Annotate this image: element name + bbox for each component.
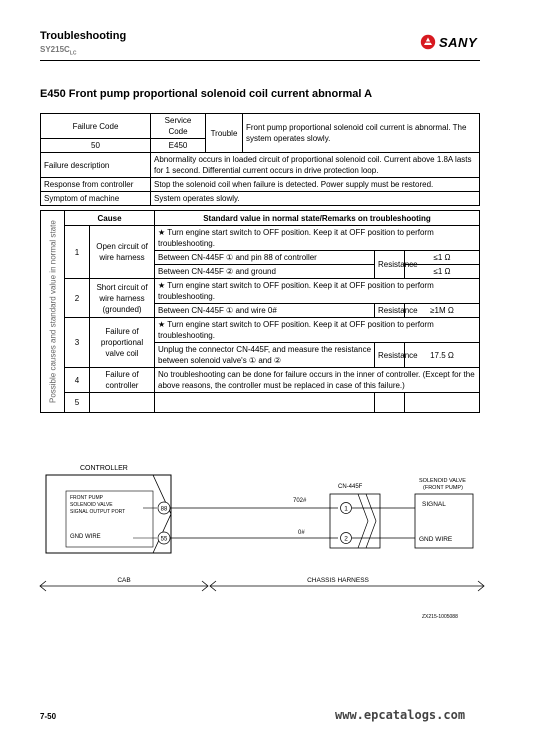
cause-text: Failure of controller <box>90 368 155 393</box>
symptom-label: Symptom of machine <box>41 192 151 206</box>
connector-label: CN-445F <box>338 484 363 490</box>
front-pump-label-3: SIGNAL OUTPUT PORT <box>70 509 126 515</box>
pin-1-label: 1 <box>344 505 348 513</box>
measure-text: Unplug the connector CN-445F, and measure the resistance between solenoid valve's ① and ② <box>155 343 375 368</box>
instruction-text: ★ Turn engine start switch to OFF position. Keep it at OFF position to perform troubleshooting. <box>155 279 480 304</box>
header-title: Troubleshooting <box>40 30 127 42</box>
response-label: Response from controller <box>41 178 151 192</box>
failure-description-text: Abnormality occurs in loaded circuit of proportional solenoid coil. Current above 1.8A lasts for 1 second. Differential current occurs in drive protection loop. <box>151 153 480 178</box>
response-text: Stop the solenoid coil when failure is detected. Power supply must be restored. <box>151 178 480 192</box>
failure-info-table <box>40 113 480 206</box>
solenoid-label-1: SOLENOID VALVE <box>419 478 466 484</box>
cab-label: CAB <box>117 577 131 584</box>
empty-cell <box>155 393 375 413</box>
wire-0-label: 0# <box>298 530 305 536</box>
connector-box <box>330 494 380 548</box>
brand-logo <box>420 34 477 50</box>
resistance-value: ≥1M Ω <box>405 304 480 318</box>
cause-text-empty <box>90 393 155 413</box>
cause-no: 3 <box>65 318 90 368</box>
symptom-text: System operates slowly. <box>151 192 480 206</box>
pin-55-label: 55 <box>160 536 168 543</box>
trouble-text: Front pump proportional solenoid coil current is abnormal. The system operates slowly. <box>243 114 480 153</box>
failure-code-value: 50 <box>41 139 151 153</box>
causes-side-label: Possible causes and standard value in normal state <box>41 211 65 413</box>
header-model: $SY215C_{LC}$ <box>40 45 77 57</box>
signal-label: SIGNAL <box>422 501 446 508</box>
cause-no: 5 <box>65 393 90 413</box>
empty-cell <box>375 393 405 413</box>
cause-no: 4 <box>65 368 90 393</box>
empty-cell <box>405 393 480 413</box>
remark-text: No troubleshooting can be done for failure occurs in the inner of controller. (Except for the above reasons, the controller must be replaced in case of this failure.) <box>155 368 480 393</box>
brand-name: SANY <box>439 34 478 50</box>
failure-code-label: Failure Code <box>41 114 151 139</box>
pin-88-label: 88 <box>160 506 168 513</box>
trouble-label: Trouble <box>206 114 243 153</box>
resistance-label: Resistance <box>375 251 405 279</box>
cause-text: Failure of proportional valve coil <box>90 318 155 368</box>
resistance-value: ≤1 Ω <box>405 265 480 279</box>
service-code-value: E450 <box>151 139 206 153</box>
section-title: E450 Front pump proportional solenoid coil current abnormal A <box>40 88 373 100</box>
diagram-ref: ZX215-1005088 <box>422 614 458 620</box>
measure-text: Between CN-445F ① and pin 88 of controller <box>155 251 375 265</box>
service-code-label: Service Code <box>151 114 206 139</box>
cause-text: Open circuit of wire harness <box>90 226 155 279</box>
wiring-diagram <box>38 458 488 628</box>
resistance-value: 17.5 Ω <box>405 343 480 368</box>
wire-702-label: 702# <box>293 498 307 504</box>
front-pump-label-2: SOLENOID VALVE <box>70 502 113 508</box>
controller-label: CONTROLLER <box>80 465 128 472</box>
instruction-text: ★ Turn engine start switch to OFF position. Keep it at OFF position to perform troubleshooting. <box>155 318 480 343</box>
col-standard-header: Standard value in normal state/Remarks on troubleshooting <box>155 211 480 226</box>
cause-no: 2 <box>65 279 90 318</box>
failure-description-label: Failure description <box>41 153 151 178</box>
resistance-label: Resistance <box>375 304 405 318</box>
chassis-label: CHASSIS HARNESS <box>307 577 369 584</box>
page-number: 7-50 <box>40 712 57 721</box>
front-pump-label-1: FRONT PUMP <box>70 495 103 501</box>
cause-no: 1 <box>65 226 90 279</box>
sany-logo-icon <box>420 34 436 50</box>
website-watermark: www.epcatalogs.com <box>335 708 466 722</box>
pin-2-label: 2 <box>344 535 348 543</box>
gnd-wire-label: GND WIRE <box>70 534 101 540</box>
measure-text: Between CN-445F ② and ground <box>155 265 375 279</box>
causes-table <box>40 210 480 413</box>
resistance-label: Resistance <box>375 343 405 368</box>
resistance-value: ≤1 Ω <box>405 251 480 265</box>
header-divider <box>40 60 480 61</box>
solenoid-label-2: (FRONT PUMP) <box>423 485 463 491</box>
cause-text: Short circuit of wire harness (grounded) <box>90 279 155 318</box>
col-cause-header: Cause <box>65 211 155 226</box>
gnd-wire-right-label: GND WIRE <box>419 536 453 543</box>
instruction-text: ★ Turn engine start switch to OFF position. Keep it at OFF position to perform troubleshooting. <box>155 226 480 251</box>
measure-text: Between CN-445F ① and wire 0# <box>155 304 375 318</box>
